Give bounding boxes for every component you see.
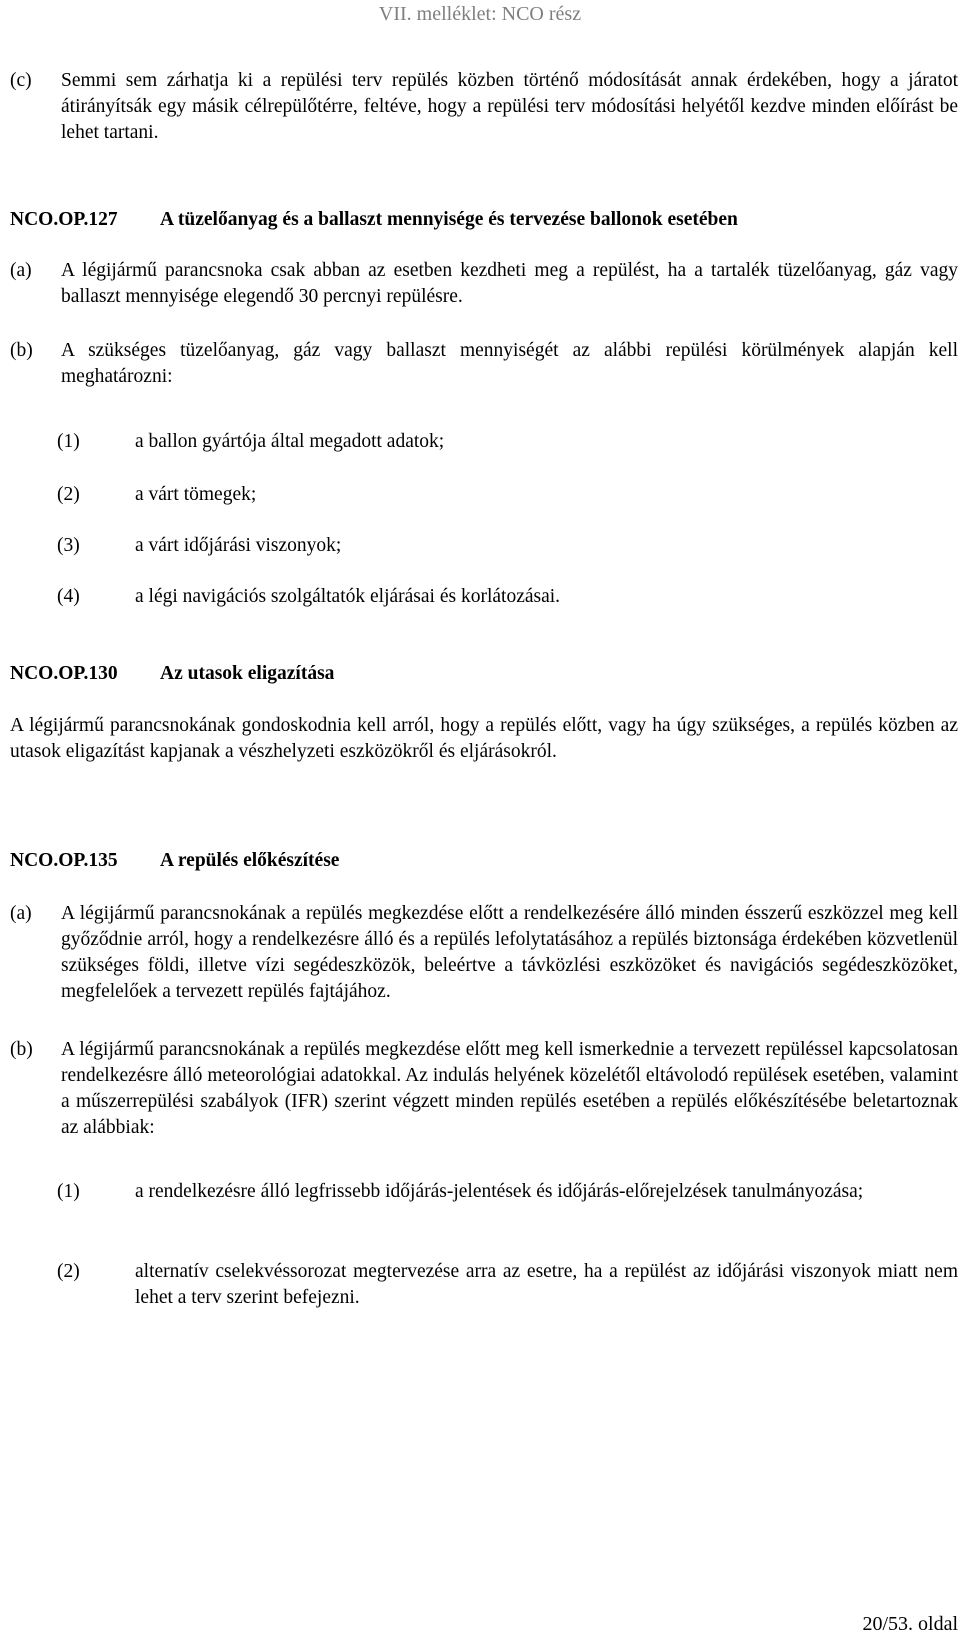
- page-header: VII. melléklet: NCO rész: [378, 3, 582, 25]
- subitem-text: a légi navigációs szolgáltatók eljárásai és korlátozásai.: [135, 586, 561, 607]
- item-label: (c): [10, 70, 32, 91]
- subitem-label: (2): [57, 484, 80, 505]
- subitem-text: a várt tömegek;: [135, 484, 257, 505]
- subitem-text: a rendelkezésre álló legfrissebb időjárás-jelentések és időjárás-előrejelzések tanulmányozása;: [135, 1181, 864, 1202]
- paragraph: A légijármű parancsnokának a repülés megkezdése előtt a rendelkezésére álló minden ésszerű eszközzel meg kell győződnie arról, hogy a rendelkezésre álló és a repülés lefolytatásához a repülés biztonsága érdekében közvetlenül szükséges földi, illetve vízi segédeszközök, beleértve a távközlési eszközöket és navigációs segédeszközöket, megfelelőek a tervezett repülés fajtájához.: [61, 903, 958, 1002]
- subitem-label: (3): [57, 535, 80, 556]
- subitem-text: a várt időjárási viszonyok;: [135, 535, 342, 556]
- section-heading: [10, 207, 738, 233]
- paragraph: A légijármű parancsnokának a repülés megkezdése előtt meg kell ismerkednie a tervezett repüléssel kapcsolatosan rendelkezésre álló meteorológiai adatokkal. Az indulás helyének közelétől eltávolodó repülések esetében, valamint a műszerrepülési szabályok (IFR) szerint végzett minden repülés esetében a repülés előkészítésébe beletartoznak az alábbiak:: [61, 1039, 958, 1138]
- item-label: (a): [10, 260, 32, 281]
- section-heading: [10, 661, 334, 687]
- section-title: Az utasok eligazítása: [160, 663, 335, 684]
- section-heading: [10, 848, 339, 874]
- paragraph: A légijármű parancsnokának gondoskodnia kell arról, hogy a repülés előtt, vagy ha úgy szükséges, a repülés közben az utasok eligazítást kapjanak a vészhelyzeti eszközökről és eljárásokról.: [10, 715, 958, 762]
- subitem-text: alternatív cselekvéssorozat megtervezése arra az esetre, ha a repülést az időjárási viszonyok miatt nem lehet a terv szerint befejezni.: [135, 1261, 958, 1308]
- page-number: 20/53. oldal: [862, 1613, 958, 1635]
- subitem-text: a ballon gyártója által megadott adatok;: [135, 431, 445, 452]
- section-code: NCO.OP.127: [10, 209, 118, 230]
- item-label: (a): [10, 903, 32, 924]
- item-label: (b): [10, 1039, 33, 1060]
- item-label: (b): [10, 340, 33, 361]
- subitem-label: (4): [57, 586, 80, 607]
- section-code: NCO.OP.130: [10, 663, 118, 684]
- section-title: A tüzelőanyag és a ballaszt mennyisége és tervezése ballonok esetében: [160, 209, 738, 230]
- subitem-label: (2): [57, 1261, 80, 1282]
- paragraph: A légijármű parancsnoka csak abban az esetben kezdheti meg a repülést, ha a tartalék tüzelőanyag, gáz vagy ballaszt mennyisége elegendő 30 percnyi repülésre.: [61, 260, 958, 307]
- paragraph: A szükséges tüzelőanyag, gáz vagy ballaszt mennyiségét az alábbi repülési körülmények alapján kell meghatározni:: [61, 340, 958, 387]
- paragraph: Semmi sem zárhatja ki a repülési terv repülés közben történő módosítását annak érdekében, hogy a járatot átirányítsák egy másik célrepülőtérre, feltéve, hogy a repülési terv módosítási helyétől kezdve minden előírást be lehet tartani.: [61, 70, 958, 143]
- section-title: A repülés előkészítése: [160, 850, 340, 871]
- subitem-label: (1): [57, 431, 80, 452]
- subitem-label: (1): [57, 1181, 80, 1202]
- section-code: NCO.OP.135: [10, 850, 118, 871]
